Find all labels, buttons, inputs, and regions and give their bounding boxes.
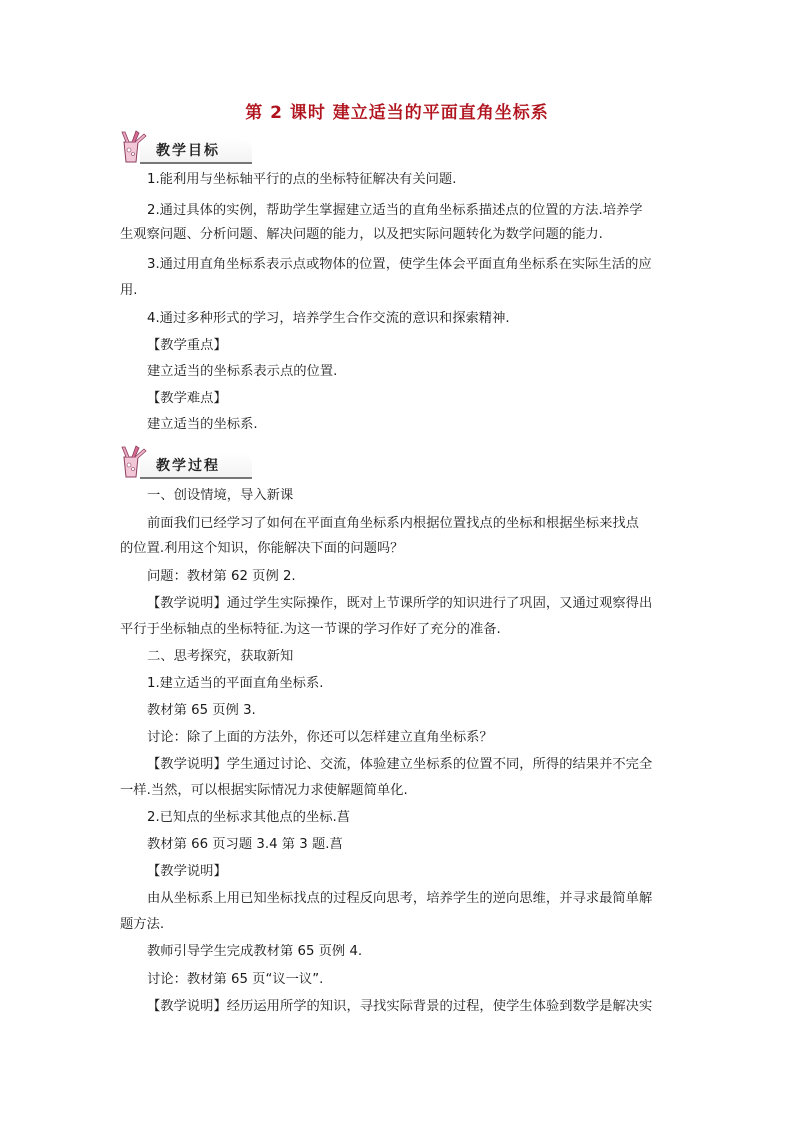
section-banner-process <box>116 445 261 481</box>
page-title: 第 2 课时 建立适当的平面直角坐标系 <box>245 103 549 123</box>
objective-line: 4.通过多种形式的学习，培养学生合作交流的意识和探索精神. <box>147 311 510 326</box>
banner-label: 教学目标 <box>156 143 220 159</box>
objective-line: 用. <box>120 283 138 298</box>
process-line: 教材第 65 页例 3. <box>147 703 256 718</box>
objective-line: 生观察问题、分析问题、解决问题的能力，以及把实际问题转化为数学问题的能力. <box>120 227 603 242</box>
objective-line: 2.通过具体的实例，帮助学生掌握建立适当的直角坐标系描述点的位置的方法.培养学 <box>147 203 643 218</box>
process-line: 讨论：教材第 65 页“议一议”. <box>147 972 324 987</box>
difficulty-label: 【教学难点】 <box>147 391 227 406</box>
process-line: 前面我们已经学习了如何在平面直角坐标系内根据位置找点的坐标和根据坐标来找点 <box>147 516 639 531</box>
process-line: 【教学说明】经历运用所学的知识，寻找实际背景的过程，使学生体验到数学是解决实 <box>147 999 653 1014</box>
difficulty-text: 建立适当的坐标系. <box>147 417 258 432</box>
process-line: 【教学说明】学生通过讨论、交流，体验建立坐标系的位置不同，所得的结果并不完全 <box>147 757 653 772</box>
process-line: 2.已知点的坐标求其他点的坐标.菖 <box>147 810 351 825</box>
process-line: 1.建立适当的平面直角坐标系. <box>147 676 324 691</box>
process-line: 讨论：除了上面的方法外，你还可以怎样建立直角坐标系？ <box>147 730 493 745</box>
key-point-text: 建立适当的坐标系表示点的位置. <box>147 364 338 379</box>
key-point-label: 【教学重点】 <box>147 338 227 353</box>
process-line: 二、思考探究，获取新知 <box>147 649 294 664</box>
process-line: 教师引导学生完成教材第 65 页例 4. <box>147 944 363 959</box>
process-line: 【教学说明】通过学生实际操作，既对上节课所学的知识进行了巩固，又通过观察得出 <box>147 596 653 611</box>
banner-ribbon <box>140 453 252 479</box>
pencil-cup-icon <box>116 445 156 481</box>
process-line: 一、创设情境，导入新课 <box>147 488 294 503</box>
process-line: 由从坐标系上用已知坐标找点的过程反向思考，培养学生的逆向思维，并寻求最简单解 <box>147 891 653 906</box>
banner-ribbon <box>140 138 252 164</box>
section-banner-objectives <box>116 130 261 166</box>
pencil-cup-icon <box>116 130 156 166</box>
process-line: 【教学说明】 <box>147 864 227 879</box>
process-line: 一样.当然，可以根据实际情况力求使解题简单化. <box>120 783 408 798</box>
objective-line: 3.通过用直角坐标系表示点或物体的位置，使学生体会平面直角坐标系在实际生活的应 <box>147 257 652 272</box>
objective-line: 1.能利用与坐标轴平行的点的坐标特征解决有关问题. <box>147 172 457 187</box>
process-line: 题方法. <box>120 917 165 932</box>
process-line: 教材第 66 页习题 3.4 第 3 题.菖 <box>147 837 343 852</box>
process-line: 的位置.利用这个知识，你能解决下面的问题吗？ <box>120 541 404 556</box>
process-line: 平行于坐标轴点的坐标特征.为这一节课的学习作好了充分的准备. <box>120 622 501 637</box>
banner-label: 教学过程 <box>156 458 220 474</box>
process-line: 问题：教材第 62 页例 2. <box>147 569 296 584</box>
